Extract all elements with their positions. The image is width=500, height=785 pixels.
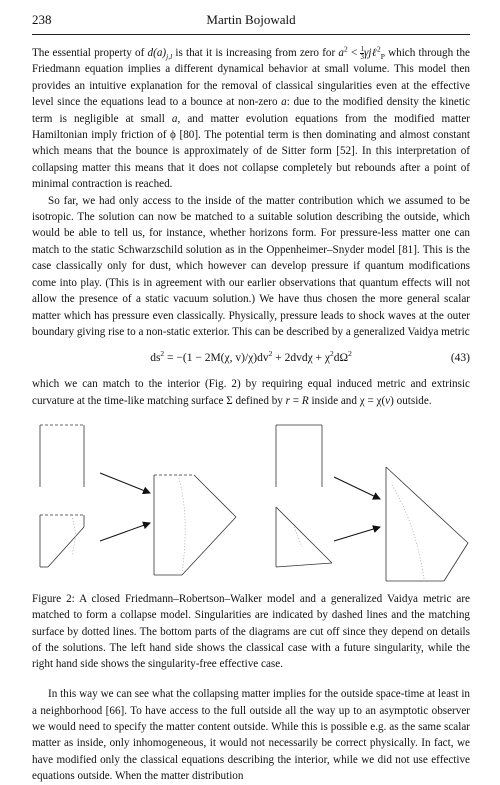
equation-body (32, 349, 470, 365)
eq-sup-3: 2 (330, 349, 334, 359)
p1-math-gamma-j-l: γjℓ (363, 47, 377, 59)
right-arrow-lower (334, 527, 380, 541)
p3-text-d: ) outside. (390, 394, 432, 407)
left-frw-top (40, 425, 84, 487)
right-frw-bottom (276, 507, 332, 567)
p1-math-a2: a (281, 96, 287, 109)
p1-text-a: The essential property of (32, 47, 148, 59)
left-frw-bottom (40, 515, 84, 567)
left-arrow-upper (100, 473, 150, 493)
penrose-diagrams (32, 415, 470, 583)
left-arrow-lower (100, 523, 150, 541)
right-arrow-upper (334, 477, 380, 499)
p1-math-a: a (338, 47, 344, 59)
p3-text-b: = (289, 394, 302, 407)
eq-part-1: = −(1 − 2M(χ, v)/χ)dv (164, 352, 269, 365)
equation-number: (43) (450, 352, 470, 365)
p3-text-c: inside and χ = χ( (308, 394, 386, 407)
left-combined-diagram (154, 475, 236, 575)
figure-caption: Figure 2: A closed Friedmann–Robertson–Walker model and a generalized Vaidya metric are matched to form a collapse model. Singularities are indicated by dashed lines and the matching surface by dotted lines. The bottom parts of the diagrams are cut off since they depend on details of the solutions. The left hand side shows the classical case with a future singularity, while the right hand side shows the singularity-free effective case. (32, 593, 470, 670)
paragraph-4: In this way we can see what the collapsing matter implies for the outside space-time at least in a neighborhood [66]. To have access to the full outside all the way up to an asymptotic observer we would need to specify the matter content outside. While this is possible e.g. as the same scalar matter as inside, only inhomogeneous, it would not necessarily be correct physically. In fact, we have modified only the classical equations describing the interior, while we did not use effective equations outside. When the matter distribution (32, 688, 470, 783)
p1-text-b: is that it is increasing from zero for (172, 47, 339, 59)
header-rule (32, 34, 470, 35)
page-number: 238 (32, 12, 52, 27)
paragraph-3 (32, 376, 470, 409)
figure-2 (32, 415, 470, 583)
paragraph-1: The essential property of $d(a)_{j,l}$ is that it is increasing from zero for $a^2$ < $\frac{1}{3}$ γjℓ$^2_P$ which through the Friedmann equation implies a different dynamical behavior at small volume. This model then provides an intuitive explanation for the removal of classical singularities even at the effective level since the equations lead to a bounce at non-zero a: due to the modified density the kinetic term is negligible at small a, and matter evolution equations from the modified matter Hamiltonian imply friction of ϕ [80]. The potential term is then dominating and almost constant which means that the bounce is approximately of de Sitter form [52]. In this interpretation of collapsing matter this means that it does not collapse completely but rebounds after a point of minimal contraction is reached. (32, 44, 471, 191)
p3-text-a: which we can match to the interior (Fig. 2) by requiring equal induced metric and extrinsic curvature at the time-like matching surface Σ defined by (32, 378, 470, 407)
p3-math-R: R (301, 394, 309, 407)
running-header (32, 12, 470, 30)
right-combined-diagram (386, 467, 468, 581)
p1-text-e: , and matter evolution equations from the modified matter Hamiltonian imply friction of ϕ [80]. The potential term is then dominating and almost constant which means that the bounce is approximately of de Sitter form [52]. In this interpretation of collapsing matter this means that it does not collapse completely but rebounds after a point of minimal contraction is reached. (32, 112, 470, 191)
p1-math-d: d(a) (147, 47, 167, 59)
page (32, 12, 470, 785)
fraction-numerator: 1 (360, 44, 364, 53)
p1-math-sup: 2 (376, 44, 381, 54)
eq-part-2: + 2dvdχ + χ (272, 352, 331, 365)
p1-math-sub: P (380, 52, 385, 62)
eq-part-3: dΩ (333, 352, 349, 365)
p1-math-a3: a (171, 112, 178, 125)
p1-math-lt: < (347, 47, 361, 59)
fraction-denominator: 3 (360, 52, 364, 61)
equation-43 (32, 344, 470, 374)
p1-math-d-sub: j,l (166, 52, 173, 62)
right-frw-top (276, 425, 322, 487)
eq-ds: ds (150, 352, 161, 365)
eq-sup-4: 2 (348, 349, 352, 359)
p3-math-v: v (385, 394, 391, 407)
p3-math-r: r (285, 394, 290, 407)
paragraph-2: So far, we had only access to the inside of the matter contribution which we assumed to be isotropic. The solution can now be matched to a suitable solution describing the outside, which would be able to tell us, for instance, whether horizons form. For pressure-less matter one can match to the static Schwarzschild solution as in the Oppenheimer–Snyder model [81]. This is the case classically only for dust, which however can develop pressure if quantum modifications come into play. (This is in agreement with our earlier observations that quantum effects will not allow the presence of a static vacuum solution.) We have thus chosen the more general scalar matter which has pressure even classically. Physically, pressure leads to shock waves at the outer boundary giving rise to a non-static exterior. This can be described by a generalized Vaidya metric (32, 194, 470, 338)
eq-sup-1: 2 (160, 349, 165, 359)
eq-sup-2: 2 (268, 349, 273, 359)
p1-text-d: : due to the modified density the kinetic term is negligible at small (32, 96, 470, 125)
p1-text-c: which through the Friedmann equation implies a different dynamical behavior at small volume. This model then provides an intuitive explanation for the removal of classical singularities even at the effective level since the equations lead to a bounce at non-zero (32, 47, 471, 109)
running-author: Martin Bojowald (206, 12, 296, 27)
